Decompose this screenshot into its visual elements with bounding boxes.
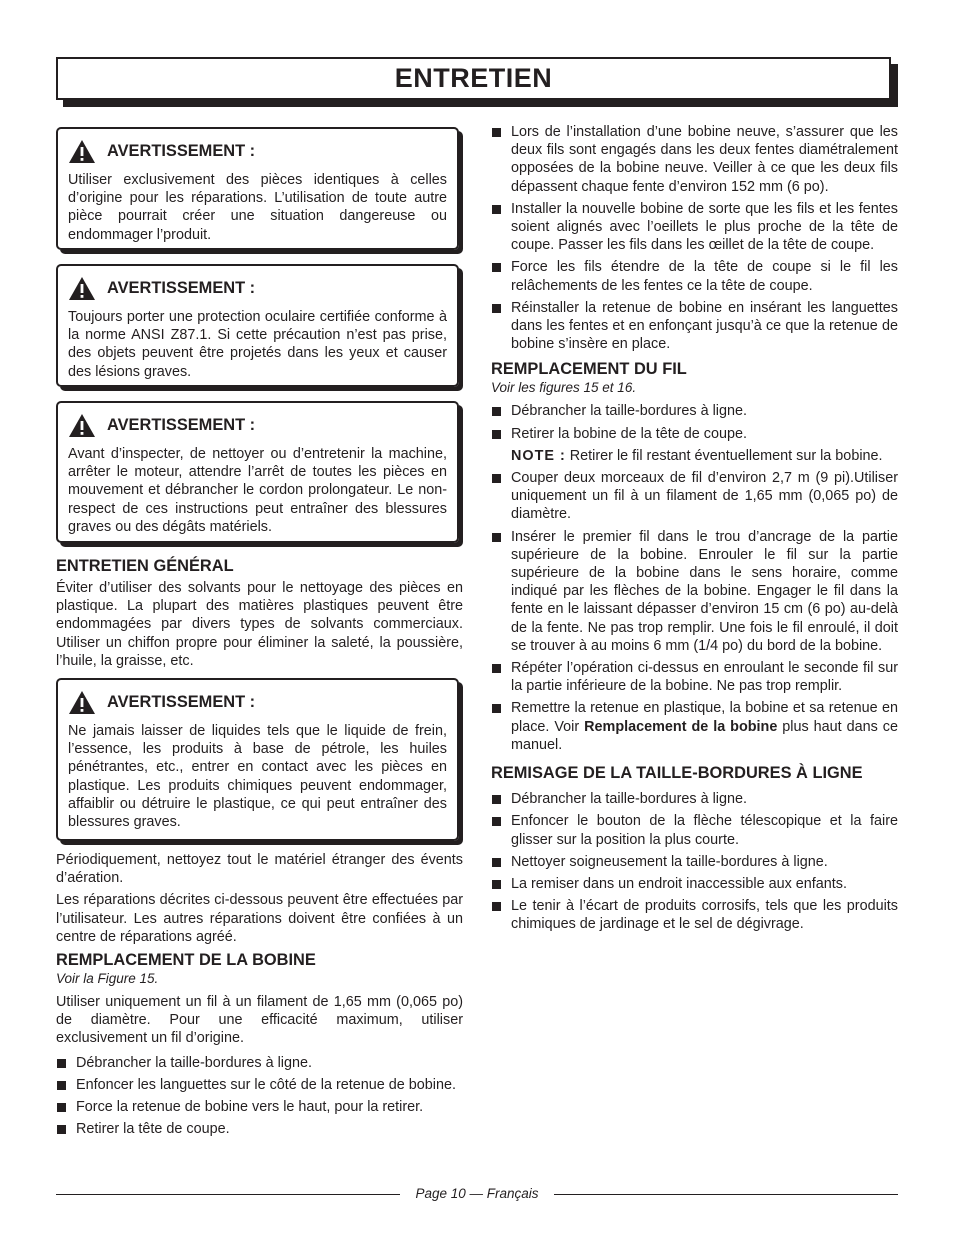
warning-triangle-icon (68, 690, 96, 715)
warning-text: Ne jamais laisser de liquides tels que le liquide de frein, l’essence, les produits à base de pétrole, les huiles pénétrantes, etc., entrer en contact avec les pièces en plastique. Les produits chimiques peuvent endommager, affaiblir ou détruire le plastique, ce qui peut entraîner des blessures graves. (68, 723, 447, 831)
heading-entretien-general: ENTRETIEN GÉNÉRAL (56, 557, 234, 575)
list-item: Enfoncer le bouton de la flèche télescopique et la faire glisser sur la position la plus courte. (491, 812, 898, 848)
left-column (56, 127, 463, 1142)
page-footer (56, 1185, 898, 1203)
heading-remplacement-fil: REMPLACEMENT DU FIL (491, 360, 687, 379)
paragraph: Les réparations décrites ci-dessous peuvent être effectuées par l’utilisateur. Les autres réparations doivent être confiées à un centre de réparations agréé. (56, 892, 463, 945)
warning-title: AVERTISSEMENT : (107, 142, 256, 161)
general-text: Éviter d’utiliser des solvants pour le nettoyage des pièces en plastique. La plupart des matières plastiques peuvent être endommagées par divers types de solvants commerciaux. Utiliser un chiffon propre pour éliminer la saleté, la poussière, l’huile, la graisse, etc. (56, 580, 463, 669)
footer-rule-right (554, 1194, 898, 1195)
note-text: Retirer le fil restant éventuellement sur la bobine. (565, 447, 883, 464)
figure-reference: Voir les figures 15 et 16. (491, 380, 637, 396)
section-banner (56, 57, 891, 100)
warning-text: Utiliser exclusivement des pièces identiques à celles d’origine pour les réparations. L’utilisation de toute autre pièce pourrait créer une situation dangereuse ou endommager l’produit. (68, 172, 447, 243)
warning-title: AVERTISSEMENT : (107, 693, 256, 712)
bobine-steps-continued (491, 123, 898, 353)
list-item: Installer la nouvelle bobine de sorte que les fils et les fentes soient alignés avec l’oeillets le plus proche de la tête de coupe. Passer les fils dans les œillet de la tête de coupe. (491, 200, 898, 255)
page-number: Page 10 — Français (415, 1185, 539, 1201)
figure-reference: Voir la Figure 15. (56, 971, 159, 987)
warning-box (56, 401, 459, 543)
warning-triangle-icon (68, 413, 96, 438)
note-label: NOTE : (511, 447, 566, 464)
right-column (491, 123, 898, 938)
paragraph: Périodiquement, nettoyez tout le matériel étranger des évents d’aération. (56, 852, 463, 887)
fil-steps (491, 402, 898, 442)
warning-box (56, 127, 459, 250)
warning-triangle-icon (68, 276, 96, 301)
list-item: Nettoyer soigneusement la taille-bordures à ligne. (491, 853, 898, 871)
list-item: Lors de l’installation d’une bobine neuve, s’assurer que les deux fils sont engagés dans les deux fentes diamétralement opposées de la bobine neuve. Veiller à ce que les deux fils dépassent chaque fente d’environ 152 mm (6 po). (491, 123, 898, 196)
heading-remplacement-bobine: REMPLACEMENT DE LA BOBINE (56, 951, 316, 970)
list-item: Retirer la tête de coupe. (56, 1120, 463, 1138)
list-item: Insérer le premier fil dans le trou d’ancrage de la partie supérieure de la bobine. Enrouler le fil sur la partie supérieure de la bobine dans le sens horaire, comme indiqué par les flèches de la bobine. Engager le fil dans la fente en le laissant dépasser d’environ 15 cm (6 po) au-delà de la fente. Ne pas trop remplir. Une fois le fil enroulé, il doit se trouver à au moins 6 mm (1/4 po) du bord de la bobine. (491, 528, 898, 655)
warning-text: Toujours porter une protection oculaire certifiée conforme à la norme ANSI Z87.1. Si cette précaution n’est pas prise, des objets peuvent être projetés dans les yeux et causer des lésions graves. (68, 309, 447, 380)
list-item: Retirer la bobine de la tête de coupe. (491, 425, 898, 443)
list-item: Réinstaller la retenue de bobine en insérant les languettes dans les fentes et en enfonçant jusqu’à ce que la retenue de bobine s’insère en place. (491, 299, 898, 354)
heading-remisage: REMISAGE DE LA TAILLE-BORDURES À LIGNE (491, 764, 863, 783)
list-item: Force la retenue de bobine vers le haut, pour la retirer. (56, 1098, 463, 1116)
warning-title: AVERTISSEMENT : (107, 279, 256, 298)
warning-triangle-icon (68, 139, 96, 164)
remisage-steps (491, 790, 898, 933)
note (491, 447, 898, 465)
list-item: Force les fils étendre de la tête de coupe si le fil les relâchements de les fentes ce la tête de coupe. (491, 258, 898, 294)
list-item: Couper deux morceaux de fil d’environ 2,7 m (9 pi).Utiliser uniquement un fil à un filament de 1,65 mm (0,065 po) de diamètre. (491, 469, 898, 524)
list-item: Le tenir à l’écart de produits corrosifs, tels que les produits chimiques de jardinage et le sel de dégivrage. (491, 897, 898, 933)
list-item: La remiser dans un endroit inaccessible aux enfants. (491, 875, 898, 893)
list-item: Enfoncer les languettes sur le côté de la retenue de bobine. (56, 1076, 463, 1094)
footer-rule-left (56, 1194, 400, 1195)
list-item: Débrancher la taille-bordures à ligne. (491, 402, 898, 420)
warning-text: Avant d’inspecter, de nettoyer ou d’entretenir la machine, arrêter le moteur, attendre l’arrêt de toutes les pièces en mouvement et débrancher le cordon prolongateur. Le non-respect de ces instructions peut entraîner des blessures graves ou des dégâts matériels. (68, 446, 447, 535)
warning-title: AVERTISSEMENT : (107, 416, 256, 435)
section-title: ENTRETIEN (394, 63, 553, 94)
list-item: Débrancher la taille-bordures à ligne. (491, 790, 898, 808)
list-item: Remettre la retenue en plastique, la bobine et sa retenue en place. Voir Remplacement de la bobine plus haut dans ce manuel. (491, 699, 898, 754)
bobine-steps (56, 1054, 463, 1139)
list-item: Répéter l’opération ci-dessus en enroulant le seconde fil sur la partie inférieure de la bobine. Ne pas trop remplir. (491, 659, 898, 695)
bobine-intro: Utiliser uniquement un fil à un filament de 1,65 mm (0,065 po) de diamètre. Pour une efficacité maximum, utiliser exclusivement un fil d’origine. (56, 994, 463, 1047)
warning-box (56, 264, 459, 387)
fil-steps-continued (491, 469, 898, 754)
warning-box (56, 678, 459, 841)
list-item: Débrancher la taille-bordures à ligne. (56, 1054, 463, 1072)
